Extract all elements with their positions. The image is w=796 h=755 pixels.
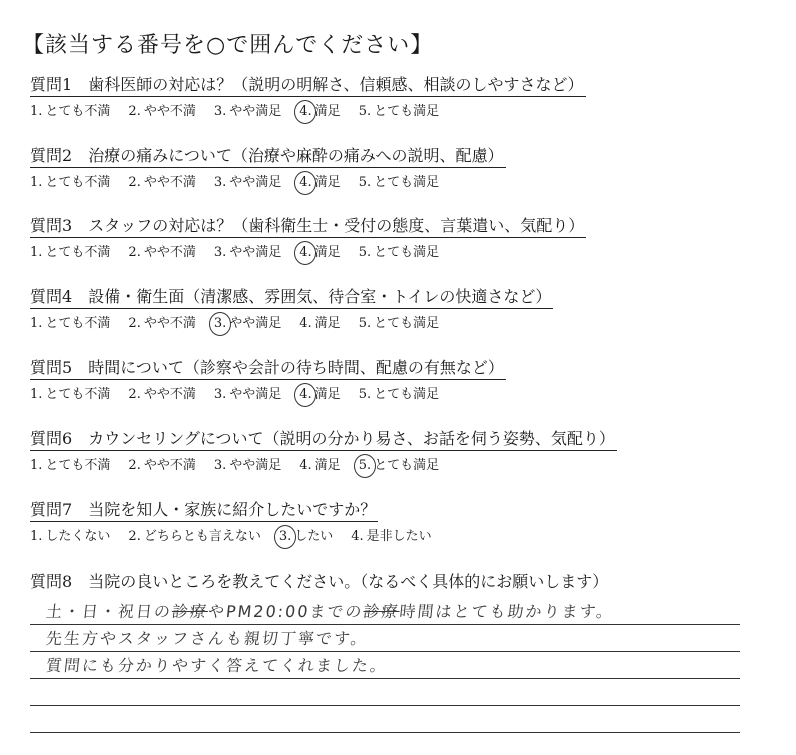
question-1	[30, 72, 770, 122]
option-number: 4.	[299, 245, 312, 260]
answer-option[interactable]	[128, 383, 195, 402]
option-number: 2.	[128, 316, 141, 331]
option-number: 1.	[30, 387, 43, 402]
option-number: 1.	[30, 458, 43, 473]
option-number: 5.	[358, 245, 372, 260]
option-number: 4.	[299, 175, 312, 190]
answer-line	[30, 598, 740, 625]
answer-option[interactable]	[359, 241, 439, 260]
option-label: とても不満	[45, 458, 111, 473]
option-label: とても満足	[374, 458, 440, 473]
option-label: 満足	[314, 175, 341, 190]
answer-option-selected[interactable]	[359, 454, 439, 473]
option-label: とても満足	[374, 104, 440, 119]
answer-option[interactable]	[214, 241, 281, 260]
question-title	[30, 143, 506, 168]
answer-option[interactable]	[128, 241, 195, 260]
option-label: したくない	[45, 529, 111, 544]
option-number: 4.	[299, 458, 312, 473]
option-label: とても満足	[374, 245, 440, 260]
option-number: 2.	[128, 458, 141, 473]
answer-option[interactable]	[359, 312, 439, 331]
option-label: 満足	[314, 458, 341, 473]
answer-option[interactable]	[30, 312, 110, 331]
option-number: 3.	[213, 104, 227, 119]
option-label: やや満足	[229, 104, 282, 119]
option-label: やや満足	[229, 245, 282, 260]
answer-option[interactable]	[30, 100, 110, 119]
option-label: とても満足	[374, 175, 440, 190]
answer-option[interactable]	[214, 383, 281, 402]
question-number: 質問7	[30, 500, 73, 519]
question-number: 質問1	[30, 75, 73, 94]
option-label: やや不満	[143, 245, 196, 260]
question-title	[30, 355, 506, 380]
question-4	[30, 284, 770, 334]
option-label: やや不満	[143, 175, 196, 190]
answer-option[interactable]	[128, 525, 260, 544]
option-label: 満足	[314, 387, 341, 402]
answer-option-selected[interactable]	[299, 241, 340, 260]
answer-text: 時間はとても助かります。	[398, 602, 616, 621]
option-number: 5.	[358, 387, 372, 402]
option-label: とても不満	[45, 245, 111, 260]
option-number: 2.	[128, 387, 141, 402]
answer-text: やPM20:00までの	[206, 602, 365, 621]
option-number: 3.	[213, 316, 227, 331]
option-label: とても満足	[374, 387, 440, 402]
option-label: とても不満	[45, 387, 111, 402]
option-label: とても満足	[374, 316, 440, 331]
answer-options	[30, 241, 770, 263]
option-number: 5.	[358, 104, 372, 119]
answer-option[interactable]	[214, 454, 281, 473]
option-number: 5.	[358, 175, 372, 190]
answer-options	[30, 100, 770, 122]
answer-options	[30, 525, 770, 547]
answer-option[interactable]	[128, 454, 195, 473]
option-number: 4.	[351, 529, 364, 544]
option-label: とても不満	[45, 316, 111, 331]
option-number: 3.	[278, 529, 292, 544]
handwritten-answer	[45, 626, 370, 649]
option-label: やや不満	[143, 316, 196, 331]
question-text: カウンセリングについて（説明の分かり易さ、お話を伺う姿勢、気配り）	[88, 429, 615, 448]
answer-option[interactable]	[299, 454, 340, 473]
question-6	[30, 426, 770, 476]
option-label: やや満足	[229, 175, 282, 190]
answer-option-selected[interactable]	[299, 100, 340, 119]
answer-line	[30, 706, 740, 733]
option-number: 5.	[358, 458, 372, 473]
option-number: 4.	[299, 104, 312, 119]
option-label: とても不満	[45, 104, 111, 119]
question-number: 質問5	[30, 358, 73, 377]
question-text: 歯科医師の対応は？（説明の明解さ、信頼感、相談のしやすさなど）	[88, 75, 584, 94]
question-2	[30, 143, 770, 193]
option-number: 1.	[30, 529, 43, 544]
option-number: 2.	[128, 245, 141, 260]
option-label: やや不満	[143, 387, 196, 402]
answer-lines	[30, 598, 740, 733]
answer-option[interactable]	[128, 312, 195, 331]
answer-option[interactable]	[359, 383, 439, 402]
answer-option[interactable]	[359, 171, 439, 190]
option-number: 3.	[213, 175, 227, 190]
answer-options	[30, 312, 770, 334]
question-text: 当院の良いところを教えてください。（なるべく具体的にお願いします）	[88, 572, 609, 591]
option-label: やや不満	[143, 458, 196, 473]
answer-line	[30, 652, 740, 679]
answer-option-selected[interactable]	[299, 171, 340, 190]
option-number: 1.	[30, 316, 43, 331]
answer-option[interactable]	[30, 383, 110, 402]
handwritten-answer	[45, 599, 616, 622]
question-number: 質問3	[30, 216, 73, 235]
answer-option-selected[interactable]	[279, 525, 333, 544]
answer-option[interactable]	[30, 171, 110, 190]
question-title	[30, 284, 553, 309]
answer-options	[30, 454, 770, 476]
answer-text: 質問にも分かりやすく答えてくれました。	[44, 656, 389, 675]
option-label: やや満足	[229, 387, 282, 402]
question-7	[30, 497, 770, 547]
option-number: 1.	[30, 175, 43, 190]
option-number: 2.	[128, 175, 141, 190]
option-number: 1.	[30, 104, 43, 119]
question-text: 当院を知人・家族に紹介したいですか？	[88, 500, 377, 519]
option-label: どちらとも言えない	[143, 529, 261, 544]
option-number: 1.	[30, 245, 43, 260]
answer-option[interactable]	[214, 171, 281, 190]
option-number: 4.	[299, 387, 312, 402]
question-title	[30, 426, 617, 451]
answer-text: 土・日・祝日の	[44, 602, 173, 621]
answer-option[interactable]	[30, 525, 110, 544]
option-label: 満足	[314, 316, 341, 331]
answer-option[interactable]	[299, 312, 340, 331]
option-label: とても不満	[45, 175, 111, 190]
answer-line	[30, 625, 740, 652]
answer-option-selected[interactable]	[214, 312, 281, 331]
answer-option[interactable]	[351, 525, 431, 544]
question-3	[30, 213, 770, 263]
option-number: 3.	[213, 245, 227, 260]
question-text: スタッフの対応は？（歯科衛生士・受付の態度、言葉遣い、気配り）	[88, 216, 585, 235]
answer-option[interactable]	[359, 100, 439, 119]
answer-option[interactable]	[30, 454, 110, 473]
option-label: やや満足	[229, 316, 282, 331]
answer-option[interactable]	[214, 100, 281, 119]
option-number: 3.	[213, 387, 227, 402]
answer-option-selected[interactable]	[299, 383, 340, 402]
option-number: 2.	[128, 529, 141, 544]
option-label: 満足	[314, 245, 341, 260]
question-5	[30, 355, 770, 405]
answer-line	[30, 679, 740, 706]
option-label: やや不満	[143, 104, 196, 119]
question-number: 質問2	[30, 146, 73, 165]
survey-header: 【該当する番号を○で囲んでください】	[22, 33, 434, 58]
answer-options	[30, 171, 770, 193]
answer-text: 先生方やスタッフさんも親切丁寧です。	[44, 629, 370, 648]
question-text: 時間について（診察や会計の待ち時間、配慮の有無など）	[88, 358, 504, 377]
answer-option[interactable]	[128, 171, 195, 190]
question-text: 治療の痛みについて（治療や麻酔の痛みへの説明、配慮）	[88, 146, 504, 165]
option-number: 4.	[299, 316, 312, 331]
option-number: 3.	[213, 458, 227, 473]
option-label: やや満足	[229, 458, 282, 473]
question-number: 質問4	[30, 287, 73, 306]
answer-options	[30, 383, 770, 405]
struck-text: 診療	[362, 602, 401, 621]
struck-text: 診療	[170, 602, 209, 621]
answer-option[interactable]	[128, 100, 195, 119]
question-title	[30, 72, 586, 97]
question-text: 設備・衛生面（清潔感、雰囲気、待合室・トイレの快適さなど）	[88, 287, 552, 306]
question-title	[30, 213, 586, 238]
question-number: 質問6	[30, 429, 73, 448]
answer-option[interactable]	[30, 241, 110, 260]
option-number: 5.	[358, 316, 372, 331]
option-number: 2.	[128, 104, 141, 119]
question-title	[30, 569, 610, 593]
option-label: 満足	[314, 104, 341, 119]
question-title	[30, 497, 378, 522]
option-label: したい	[294, 529, 334, 544]
handwritten-answer	[45, 653, 389, 676]
option-label: 是非したい	[366, 529, 432, 544]
question-8	[30, 569, 770, 593]
question-number: 質問8	[30, 572, 73, 591]
